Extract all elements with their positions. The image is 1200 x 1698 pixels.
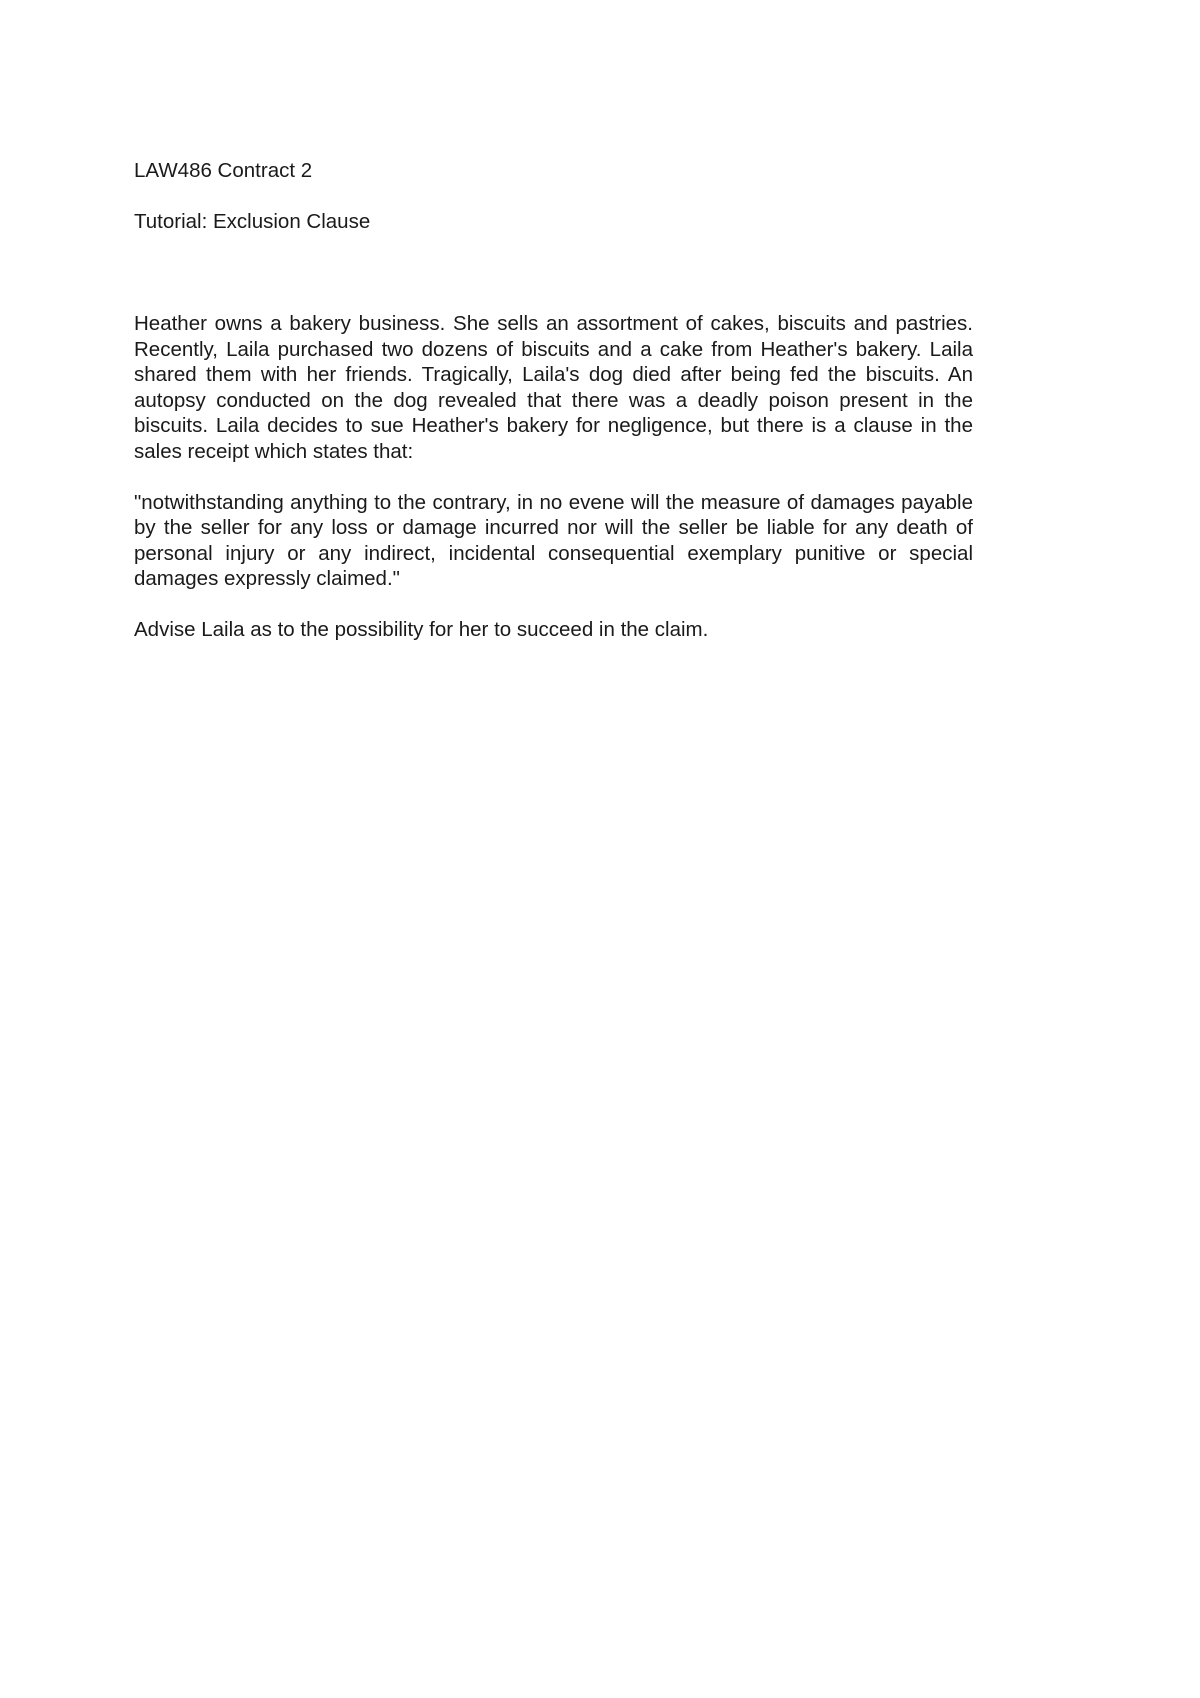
question-paragraph: Advise Laila as to the possibility for her to succeed in the claim.: [134, 617, 709, 641]
scenario-paragraph: Heather owns a bakery business. She sells an assortment of cakes, biscuits and pastries. Recently, Laila purchased two dozens of biscuits and a cake from Heather's bakery. Laila shared them with her friends. Tragically, Laila's dog died after being fed the biscuits. An autopsy conducted on the dog revealed that there was a deadly poison present in the biscuits. Laila decides to sue Heather's bakery for negligence, but there is a clause in the sales receipt which states that:: [134, 312, 973, 463]
course-title: LAW486 Contract 2: [134, 159, 313, 182]
tutorial-title: Tutorial: Exclusion Clause: [134, 210, 371, 233]
document-page: [134, 158, 973, 668]
exclusion-clause-quote: "notwithstanding anything to the contrary, in no evene will the measure of damages payable by the seller for any loss or damage incurred nor will the seller be liable for any death of personal injury or any indirect, incidental consequential exemplary punitive or special damages expressly claimed.": [134, 490, 973, 591]
